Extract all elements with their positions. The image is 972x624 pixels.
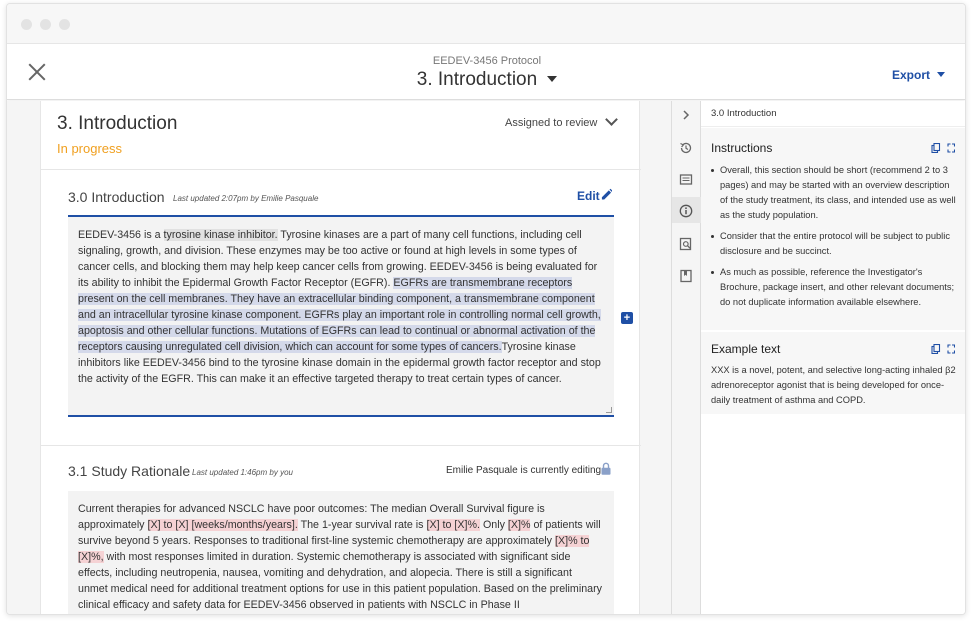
top-header [7,44,965,100]
section-card [40,101,640,615]
editing-status: Emilie Pasquale is currently editing [446,465,602,476]
body-text: of patients will survive beyond 5 years. Responses to traditional first-line systemic chemotherapy are approximately [78,519,601,547]
document-subtitle: EEDEV-3456 Protocol [432,55,542,67]
highlighted-text[interactable]: [X] to [X] [weeks/months/years]. [147,519,298,531]
highlighted-text[interactable]: EGFRs are transmembrane receptors present on the cell membranes. They have an extracellular binding component, a transmembrane component and an intracellular tyrosine kinase component. EGFRs play an important role in controlling normal cell growth, apoptosis and other cellular functions. Mutations of EGFRs can lead to continual or abnormal activation of the receptors causing unregulated cell division, which can account for some types of cancers. [78,277,601,353]
window-minimize-dot[interactable] [40,19,51,30]
assigned-dropdown[interactable]: Assigned to review [505,117,598,129]
highlighted-text[interactable]: [X]% to [X]%, [78,535,590,563]
instructions-box [701,128,966,330]
comments-icon[interactable] [679,173,693,187]
list-item: As much as possible, reference the Investigator's Brochure, package insert, and other relevant documents; do not duplicate information available elsewhere. [711,265,959,310]
chevron-down-icon[interactable] [605,113,618,126]
body-text: The 1-year survival rate is [297,519,427,531]
list-item: Overall, this section should be short (recommend 2 to 3 pages) and may be started with an overview description of the study treatment, its class, and intended use as well as the study population. [711,163,959,223]
highlighted-text[interactable]: [X] to [X]%. [426,519,480,531]
example-box [701,332,966,414]
add-comment-icon[interactable]: + [621,312,633,324]
instructions-title: Instructions [711,141,773,155]
edit-button[interactable]: Edit [577,189,600,203]
window-chrome [7,4,965,44]
body-text: Only [479,519,508,531]
chevron-right-icon[interactable] [679,108,693,122]
resize-handle[interactable] [606,407,612,413]
last-updated: Last updated 2:07pm by Emilie Pasquale [173,194,319,203]
highlighted-text[interactable]: [X]% [507,519,531,531]
pencil-icon[interactable] [601,188,612,201]
intro-text-editor[interactable] [68,215,614,417]
example-text: XXX is a novel, potent, and selective long-acting inhaled β2 adrenoreceptor agonist that is being developed for once-daily treatment of asthma and COPD. [711,365,956,405]
example-title: Example text [711,342,781,356]
caret-down-icon [937,72,945,77]
body-text: with most responses limited in duration. Systemic chemotherapy is associated with significant side effects, including neutropenia, nausea, vomiting and dehydration, and alopecia. There is still a significant unmet medical need for additional treatment options for use in this patient population. Based on the preliminary clinical efficacy and safety data for EEDEV-3456 observed in patients with NSCLC in Phase II [78,551,603,611]
main-content[interactable] [7,101,671,615]
last-updated: Last updated 1:46pm by you [192,468,293,477]
status-label: In progress [57,141,123,156]
page-title-dropdown[interactable] [7,69,966,91]
guidance-panel [701,101,966,615]
panel-breadcrumb: 3.0 Introduction [701,101,966,127]
search-document-icon[interactable] [679,237,693,251]
window-close-dot[interactable] [21,19,32,30]
list-item: Consider that the entire protocol will be subject to public disclosure and be succinct. [711,229,959,259]
lock-icon [601,462,611,475]
divider [41,445,641,446]
icon-rail [671,101,701,615]
info-icon[interactable] [679,204,693,218]
body-text: Tyrosine kinase inhibitors like EEDEV-3456 bind to the tyrosine kinase domain in the epidermal growth factor receptor and stop the activity of the EGFR. This can make it an effective targeted therapy to treat certain types of cancer. [78,341,601,385]
highlighted-text[interactable]: tyrosine kinase inhibitor. [163,229,278,241]
export-label: Export [891,68,930,82]
app-window [6,3,966,615]
body-text: EEDEV-3456 is a [78,229,164,241]
bookmark-icon[interactable] [679,269,693,283]
history-icon[interactable] [679,141,693,155]
window-maximize-dot[interactable] [59,19,70,30]
instructions-list [711,163,959,316]
page-title: 3. Introduction [416,69,538,90]
section-title: 3. Introduction [57,113,178,134]
body-text: Current therapies for advanced NSCLC have poor outcomes: The median Overall Survival figure is approximately [78,503,545,531]
caret-down-icon [547,76,557,82]
rationale-text-editor[interactable] [68,491,614,615]
body-text: Tyrosine kinases are a part of many cell functions, including cell signaling, growth, and division. These enzymes may be too active or found at high levels in some types of cancer cells, and blocking them may help keep cancer cells from growing. EEDEV-3456 is being evaluated for its ability to inhibit the Epidermal Growth Factor Receptor (EGFR). [78,229,598,289]
copy-icon[interactable] [931,143,955,153]
subsection-title: 3.0 Introduction [68,189,165,205]
copy-icon[interactable] [931,344,955,354]
subsection-title: 3.1 Study Rationale [68,463,191,479]
divider [41,169,641,170]
export-button[interactable] [892,68,945,82]
